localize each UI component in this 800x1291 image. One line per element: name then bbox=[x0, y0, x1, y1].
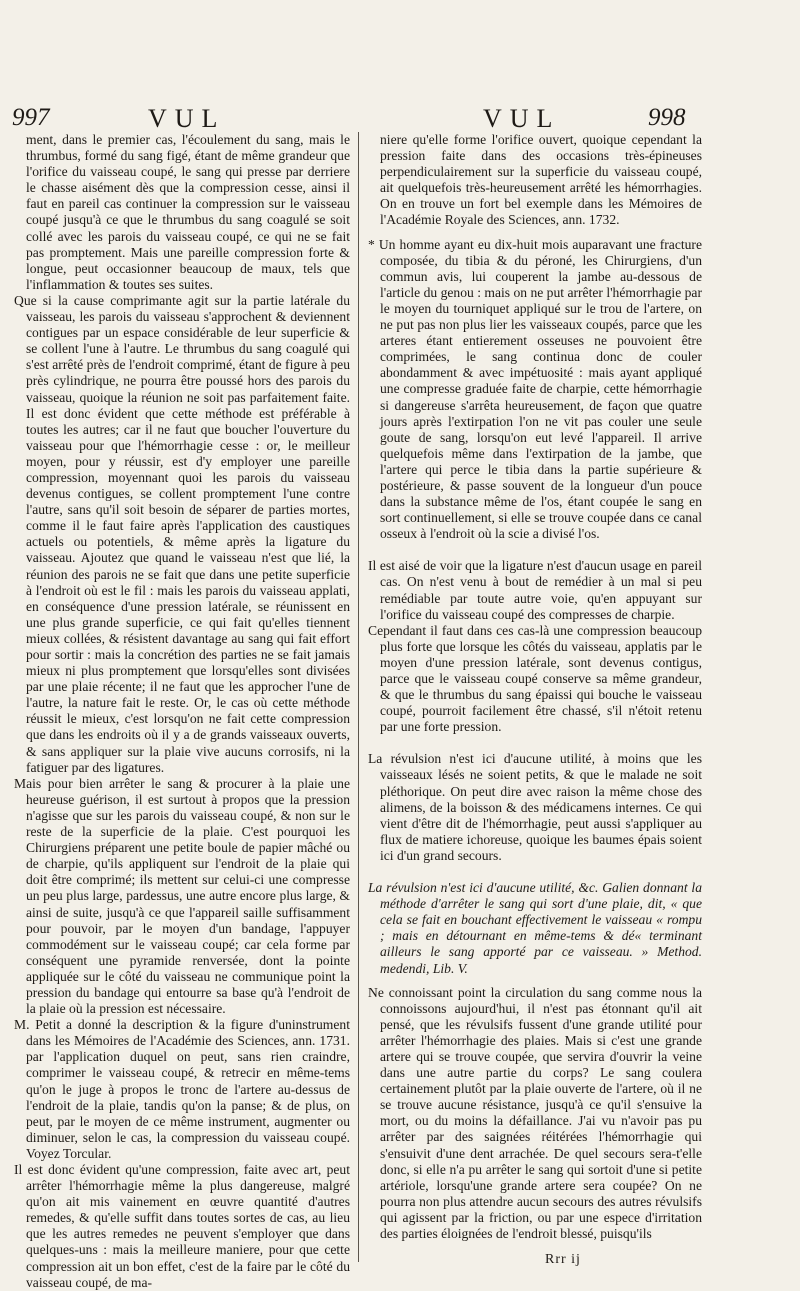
page-number-right: 998 bbox=[648, 104, 686, 131]
paragraph: niere qu'elle forme l'orifice ouvert, quoique cependant la pression faite dans des occasions très-épineuses perpendiculairement sur la superficie du vaisseau coupé, ait quelquefois très-heureusement arrêté les hémorrhagies. On en trouve un fort bel exemple dans les Mémoires de l'Académie Royale des Sciences, ann. 1732. bbox=[380, 132, 702, 228]
running-head-right: VUL bbox=[483, 104, 561, 133]
paragraph: La révulsion n'est ici d'aucune utilité, à moins que les vaisseaux lésés ne soient petits, & que le malade ne soit pléthorique. On peut dire avec raison la même chose des alimens, de la boisson & des médicamens internes. Ce qui vient d'être dit de l'hémorrhagie, peut aussi s'appliquer au flux de matiere ichoreuse, quoique les baumes épais soient ici d'un grand secours. bbox=[368, 751, 702, 863]
paragraph: Que si la cause comprimante agit sur la partie latérale du vaisseau, les parois du vaisseau s'approchent & deviennent contigues par un espace considérable de leur superficie & se collent l'une à l'autre. Le thrumbus du sang coagulé qui s'est arrêté près de l'endroit comprimé, étant de figure à peu près cylindrique, ne pourra être poussé hors des parois du vaisseau, quoique la réunion ne soit pas parfaitement faite. Il est donc évident que cette méthode est préférable à toutes les autres; car il ne faut que boucher l'ouverture du vaisseau pour que l'hémorrhagie cesse : or, le meilleur moyen, pour y réussir, est d'y employer une pareille compression, moyennant quoi les parois du vaisseau devenus contigues, se collent promptement l'une contre l'autre, sans qu'il soit besoin de séparer de parties mortes, comme il le faut faire après l'application des caustiques actuels ou potentiels, & même après la ligature du vaisseau. Ajoutez que quand le vaisseau n'est que lié, la réunion des parois ne se fait que dans une petite superficie à l'endroit où est le fil : mais les parois du vaisseau applati, en conséquence d'une pression latérale, se réunissent en une plus grande superficie, ce qui fait qu'elles tiennent mieux collées, & résistent davantage au sang qui fait effort pour sortir : mais la concrétion des parties ne se fait jamais mieux ni plus promptement que lorsqu'elles sont divisées par une plaie récente; il ne faut que les approcher l'une de l'autre, la nature fait le reste. Or, le cas où cette méthode réussit le mieux, c'est lorsqu'on ne fait cette compression que dans les endroits où il y a de grands vaisseaux ouverts, & sans appliquer sur la plaie vive aucuns corrosifs, ni la fatiguer par des ligatures. bbox=[14, 292, 350, 775]
left-column bbox=[14, 132, 350, 1290]
paragraph: Cependant il faut dans ces cas-là une compression beaucoup plus forte que lorsque les côtés du vaisseau, applatis par le moyen d'une pression latérale, sont devenus contigus, parce que le vaisseau coupé conserve sa même grandeur, & que le thrumbus du sang épaissi qui bouche le vaisseau coupé, pourroit facilement être chassé, s'il n'étoit retenu par une forte pression. bbox=[368, 622, 702, 735]
signature-mark: Rrr ij bbox=[545, 1252, 581, 1267]
right-column bbox=[368, 132, 702, 1272]
column-divider bbox=[358, 132, 359, 1262]
paragraph: ment, dans le premier cas, l'écoulement du sang, mais le thrumbus, formé du sang figé, étant de même grandeur que l'orifice du vaisseau coupé, le sang qui presse par derriere le chasse aisément dès que la compression cesse, ainsi il faut en pareil cas continuer la compression sur le vaisseau coupé jusqu'à ce que le thrumbus du sang coagulé se soit collé avec les parois du vaisseau coupé, ce qui ne se fait pas promptement. Mais une pareille compression forte & longue, peut occasionner beaucoup de maux, tels que l'inflammation & toutes ses suites. bbox=[26, 132, 350, 292]
paragraph: M. Petit a donné la description & la figure d'uninstrument dans les Mémoires de l'Académie des Sciences, ann. 1731. par l'application duquel on peut, sans rien craindre, comprimer le vaisseau coupé, & retrecir en même-tems qu'on le juge à propos le tronc de l'artere au-dessus de l'endroit de la plaie, tandis qu'on la panse; & de plus, on peut, par le moyen de ce même instrument, augmenter ou diminuer, selon le cas, la compression du vaisseau coupé. Voyez Torcular. bbox=[14, 1017, 350, 1161]
page-number-left: 997 bbox=[12, 104, 50, 131]
paragraph: Il est donc évident qu'une compression, faite avec art, peut arrêter l'hémorrhagie même la plus dangereuse, malgré qu'on ait mis vainement en œuvre quantité d'autres remedes, & qu'elle suffit dans toutes sortes de cas, au lieu que les autres remedes ne peuvent s'employer que dans quelques-uns : mais la meilleure maniere, pour que cette compression ait un bon effet, c'est de la faire par le côté du vaisseau coupé, de ma- bbox=[14, 1162, 350, 1290]
paragraph: * Un homme ayant eu dix-huit mois auparavant une fracture composée, du tibia & du péroné, les Chirurgiens, d'un commun avis, lui couperent la jambe au-dessous de l'article du genou : mais on ne put arrêter l'hémorrhagie par le moyen du tourniquet appliqué sur le trou de l'artere, on ne put pas non plus lier les vaisseaux coupés, parce que les arteres étant entierement osseuses ne pouvoient être comprimées, le sang continua donc de couler abondamment & avec impétuosité : mais ayant appliqué une compresse graduée faite de charpie, cette hémorrhagie si dangereuse s'arrêta heureusement, de façon que quatre jours après l'extirpation l'on ne vit pas couler une seule goute de sang, lorsqu'on eut levé l'appareil. Il arrive quelquefois même dans l'extirpation de la jambe, que l'artere qui perce le tibia dans la partie supérieure & postérieure, & passe souvent de la longueur d'un pouce dans la substance même de l'os, étant coupée le sang en sort continuellement, si elle se trouve coupée dans ce canal osseux à l'endroit où la scie a divisé l'os. bbox=[368, 236, 702, 542]
paragraph: Mais pour bien arrêter le sang & procurer à la plaie une heureuse guérison, il est surtout à propos que la pression n'agisse que sur les parois du vaisseau coupé, & non sur le reste de la superficie de la plaie. C'est pourquoi les Chirurgiens préparent une petite boule de papier mâché ou de charpie, qu'ils appliquent sur l'endroit de la plaie qui doit être comprimé; ils mettent sur celui-ci une compresse un peu plus large, pardessus, une autre encore plus large, & ainsi de suite, jusqu'à ce que l'appareil saille suffisamment pour pouvoir, par le moyen d'un bandage, l'appuyer commodément sur le vaisseau coupé; car cela forme par conséquent une pyramide renversée, dont la pointe appliquée sur le côté du vaisseau ne communique point la pression du bandage qui entourre sa base qu'à l'endroit de la plaie où la pression est nécessaire. bbox=[14, 775, 350, 1017]
paragraph: Ne connoissant point la circulation du sang comme nous la connoissons aujourd'hui, il n'est pas étonnant qu'il ait pensé, que les révulsifs fussent d'une grande utilité pour arrêter l'hémorrhagie des plaies. Mais si c'est une grande artere qui se trouve coupée, que servira d'ouvrir la veine dans une autre partie du corps? Le sang coulera certainement plutôt par la plaie ouverte de l'artere, où il ne se trouve aucune résistance, jusqu'à ce qu'il s'ensuive la mort, ou du moins la défaillance. J'ai vu n'avoir pas pu arrêter par des saignées réitérées l'hémorrhagie qui s'ensuivit d'une dent arrachée. De quel secours sera-t'elle donc, si elle n'a pu arrêter le sang qui sortoit d'une si petite artériole, lorsqu'une grande artere sera coupée? On ne pourra non plus attendre aucun secours des autres révulsifs qui agissent par la friction, ou par une espece d'irritation des parties éloignées de l'endroit blessé, puisqu'ils bbox=[368, 984, 702, 1241]
running-head-left: VUL bbox=[148, 104, 226, 133]
paragraph: Il est aisé de voir que la ligature n'est d'aucun usage en pareil cas. On n'est venu à bout de remédier à un mal si peu remédiable par toute autre voie, qu'en appuyant sur l'orifice du vaisseau coupé des compresses de charpie. bbox=[368, 558, 702, 622]
paragraph: La révulsion n'est ici d'aucune utilité, &c. Galien donnant la méthode d'arrêter le sang qui sort d'une plaie, dit, « que cela se fait en bouchant effectivement le vaisseau « rompu ; mais en détournant en même-tems & dé« terminant ailleurs le sang apporté par ce vaisseau. » Method. medendi, Lib. V. bbox=[368, 880, 702, 976]
